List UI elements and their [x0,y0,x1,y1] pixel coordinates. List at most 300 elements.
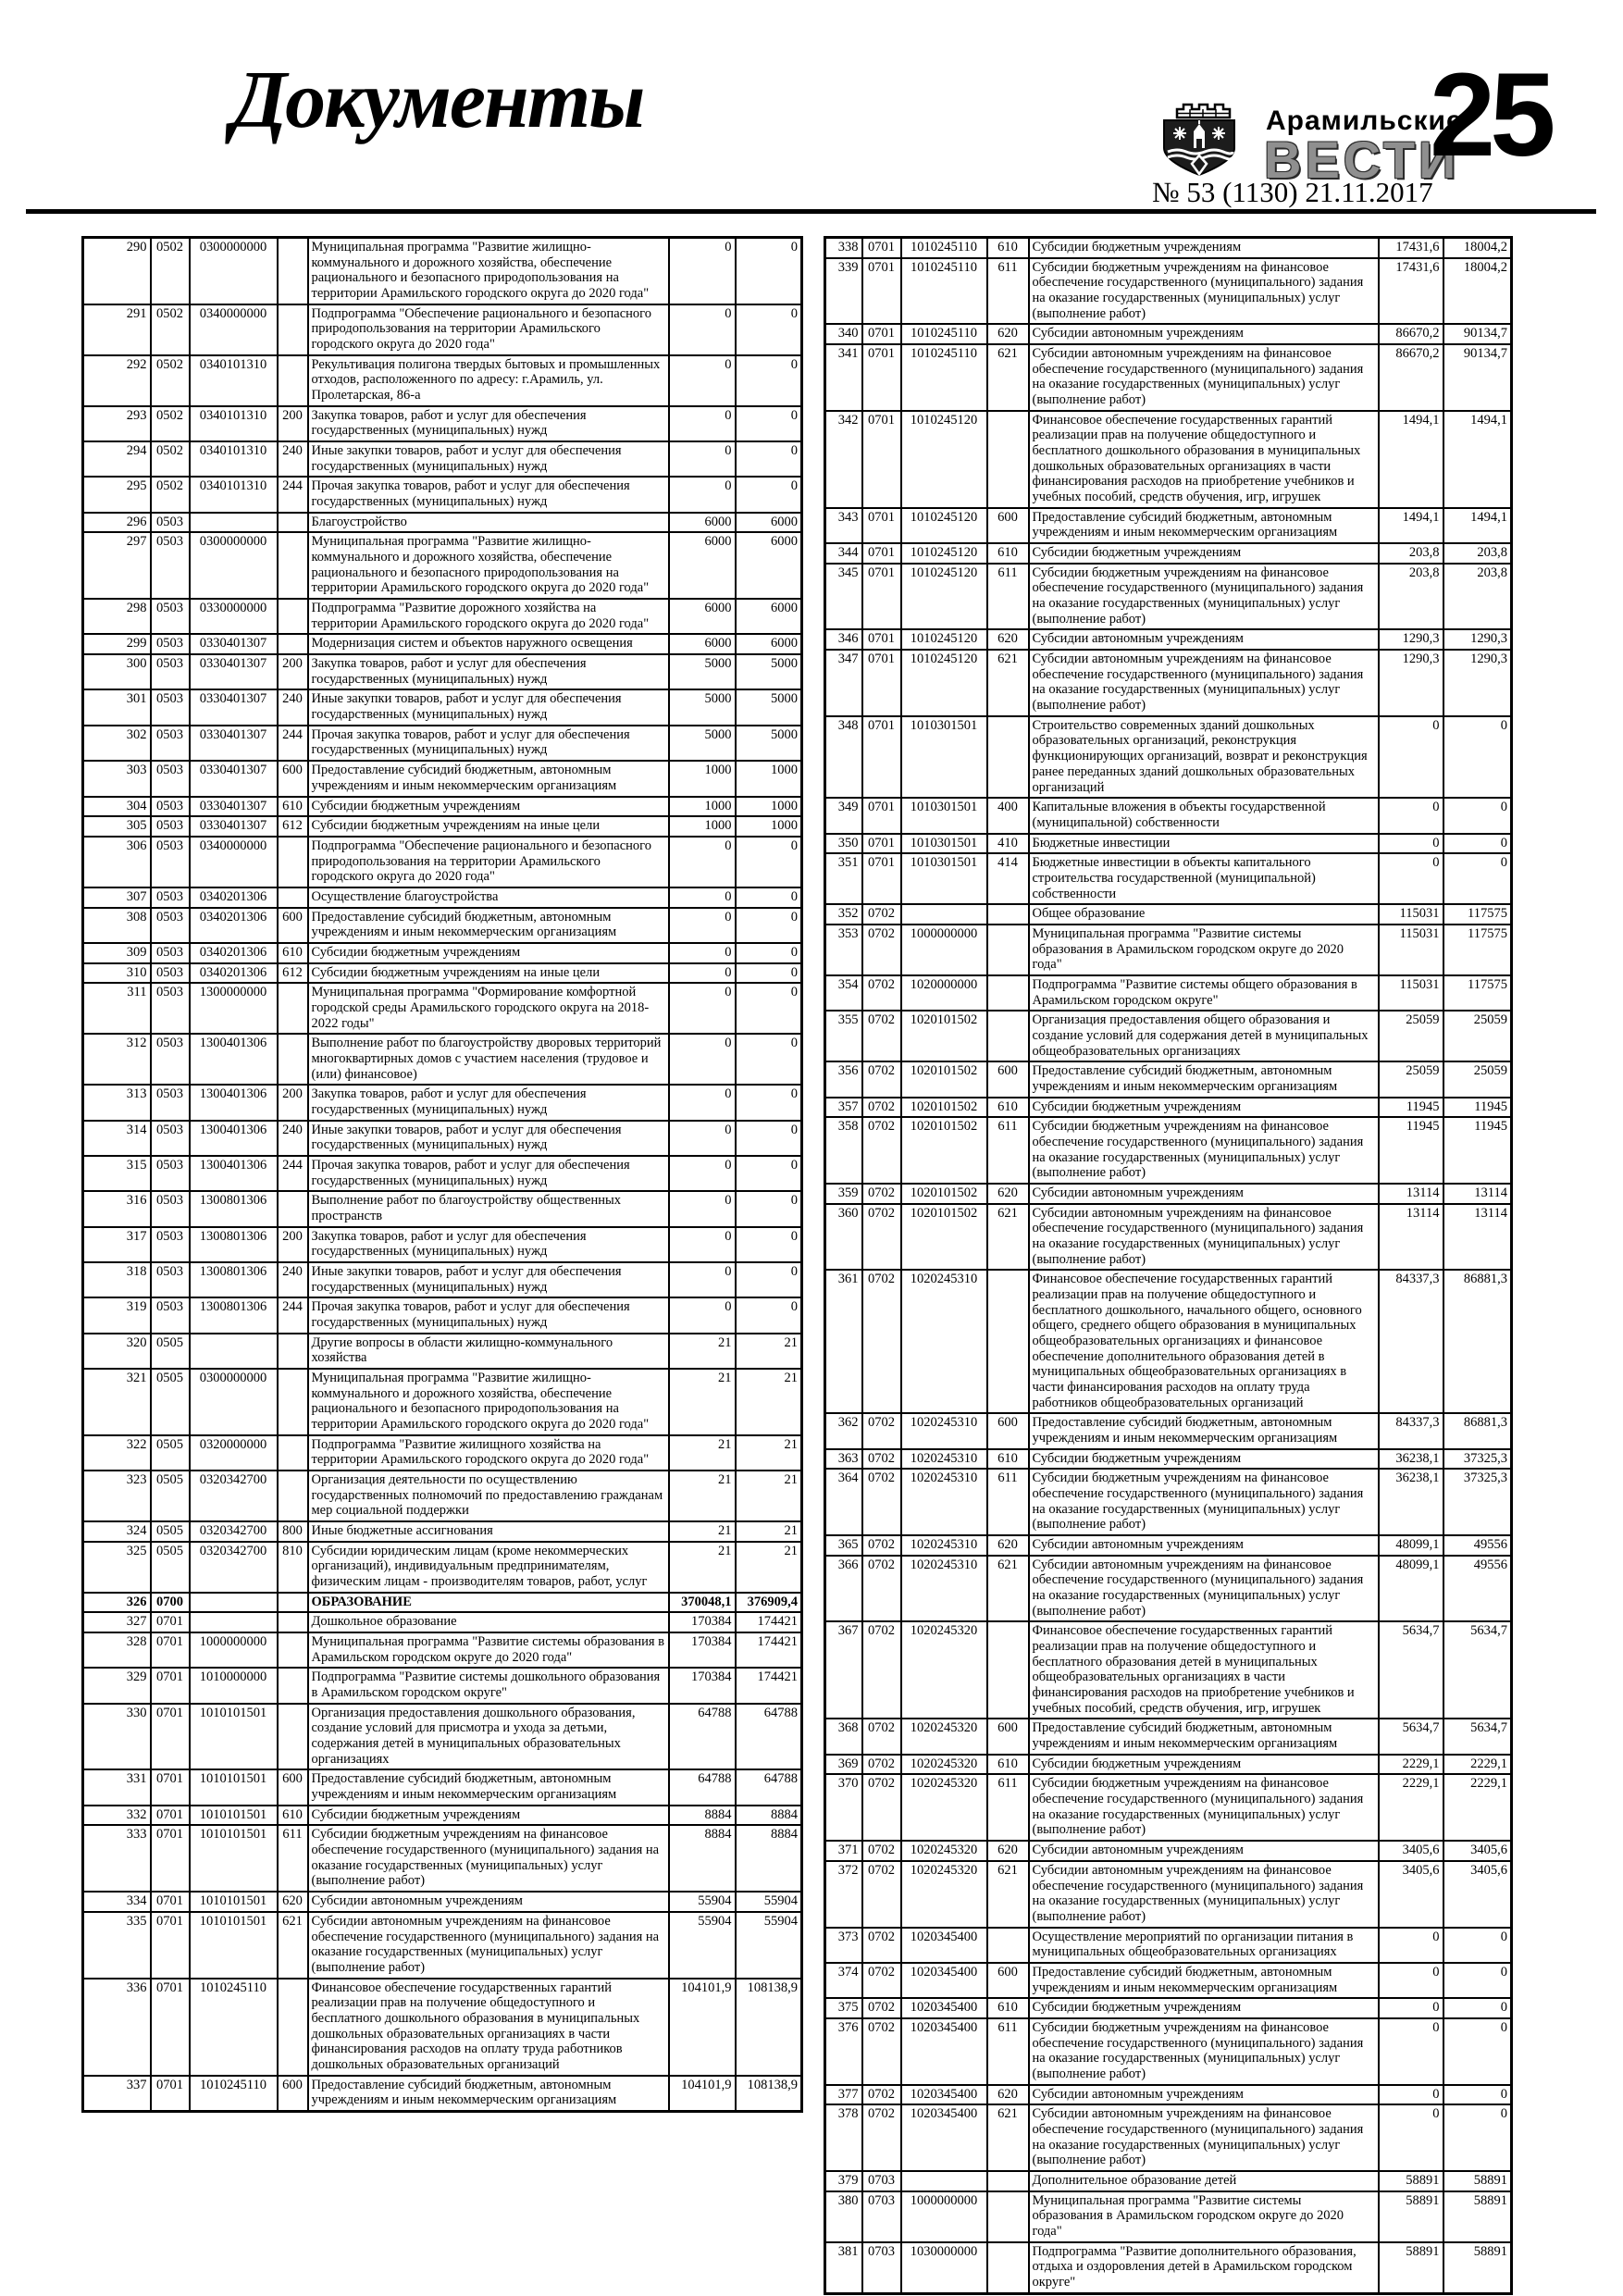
target-article-code-cell: 0340201306 [190,887,278,908]
section-code-cell: 0503 [151,1191,190,1226]
amount-col1-cell: 0 [669,406,736,441]
table-row [825,1621,1512,1719]
table-row [825,1755,1512,1775]
table-row [83,1297,802,1333]
row-number-cell: 343 [825,508,862,543]
expense-name-cell: Подпрограмма "Развитие системы общего образования в Арамильском городском округе" [1029,975,1379,1011]
target-article-code-cell: 0300000000 [190,532,278,599]
expense-name-cell: Закупка товаров, работ и услуг для обеспечения государственных (муниципальных) нужд [308,1085,669,1120]
expense-name-cell: Субсидии автономным учреждениям [1029,2085,1379,2105]
row-number-cell: 341 [825,344,862,411]
row-number-cell: 298 [83,599,151,634]
amount-col1-cell: 25059 [1379,1011,1443,1061]
amount-col2-cell: 6000 [736,599,802,634]
expense-name-cell: Субсидии автономным учреждениям [1029,1184,1379,1204]
amount-col1-cell: 21 [669,1471,736,1521]
expense-type-code-cell: 620 [987,1184,1029,1204]
section-code-cell: 0702 [862,2085,901,2105]
expense-name-cell: Дошкольное образование [308,1612,669,1632]
expense-name-cell: Финансовое обеспечение государственных гарантий реализации прав на получение общедоступного и бесплатного дошкольного образования в муниципальных дошкольных образовательных организациях в части финансирования расходов на оплату труда работников дошкольных образовательных организаций [308,1979,669,2076]
expense-type-code-cell [278,634,308,654]
expense-type-code-cell [987,2191,1029,2242]
amount-col2-cell: 8884 [736,1825,802,1892]
row-number-cell: 321 [83,1369,151,1435]
expense-name-cell: Субсидии бюджетным учреждениям на финансовое обеспечение государственного (муниципального) задания на оказание государственных (муниципальных) услуг (выполнение работ) [1029,2018,1379,2085]
row-number-cell: 362 [825,1413,862,1448]
expense-type-code-cell: 600 [987,508,1029,543]
target-article-code-cell: 1020345400 [901,2104,987,2171]
table-row [825,508,1512,543]
target-article-code-cell: 1020345400 [901,1928,987,1963]
table-row [83,1334,802,1369]
amount-col2-cell: 8884 [736,1806,802,1826]
expense-type-code-cell: 611 [987,1774,1029,1841]
amount-col1-cell: 0 [669,477,736,512]
amount-col2-cell: 203,8 [1443,564,1512,630]
table-row [83,963,802,984]
section-code-cell: 0701 [862,508,901,543]
amount-col1-cell: 21 [669,1521,736,1542]
row-number-cell: 342 [825,411,862,508]
expense-name-cell: Муниципальная программа "Развитие системы образования в Арамильском городском округе до 2020 года" [1029,925,1379,975]
section-code-cell: 0701 [151,1825,190,1892]
expense-name-cell: Предоставление субсидий бюджетным, автономным учреждениям и иным некоммерческим организациям [308,1769,669,1805]
amount-col1-cell: 58891 [1379,2242,1443,2294]
section-code-cell: 0702 [862,1861,901,1928]
expense-type-code-cell: 600 [987,1719,1029,1754]
target-article-code-cell: 1010101501 [190,1825,278,1892]
row-number-cell: 323 [83,1471,151,1521]
amount-col1-cell: 13114 [1379,1204,1443,1271]
table-row [83,1227,802,1262]
expense-type-code-cell: 620 [278,1892,308,1912]
amount-col1-cell: 58891 [1379,2171,1443,2191]
expense-type-code-cell: 610 [278,797,308,817]
amount-col2-cell: 21 [736,1521,802,1542]
expense-name-cell: Строительство современных зданий дошкольных образовательных организаций, реконструкция функционирующих организаций, возврат и реконструкция ранее переданных зданий дошкольных образовательных организаций [1029,716,1379,798]
amount-col2-cell: 108138,9 [736,1979,802,2076]
expense-name-cell: Бюджетные инвестиции [1029,834,1379,854]
amount-col2-cell: 58891 [1443,2242,1512,2294]
row-number-cell: 372 [825,1861,862,1928]
expense-name-cell: Муниципальная программа "Развитие системы образования в Арамильском городском округе до 2020 года" [1029,2191,1379,2242]
amount-col2-cell: 0 [736,441,802,477]
target-article-code-cell: 1020345400 [901,1998,987,2018]
target-article-code-cell: 0340201306 [190,963,278,984]
target-article-code-cell: 1300401306 [190,1121,278,1156]
expense-type-code-cell [278,983,308,1034]
expense-name-cell: Муниципальная программа "Развитие системы образования в Арамильском городском округе до 2020 года" [308,1632,669,1668]
section-code-cell: 0503 [151,513,190,533]
expense-type-code-cell: 600 [987,1413,1029,1448]
expense-type-code-cell [987,904,1029,925]
table-row [825,564,1512,630]
amount-col2-cell: 117575 [1443,925,1512,975]
expense-type-code-cell [278,837,308,887]
table-row [825,344,1512,411]
amount-col1-cell: 3405,6 [1379,1841,1443,1861]
section-code-cell: 0503 [151,1034,190,1085]
table-row [825,1413,1512,1448]
table-row [83,513,802,533]
amount-col1-cell: 0 [669,908,736,943]
section-code-cell: 0505 [151,1334,190,1369]
row-number-cell: 340 [825,324,862,344]
expense-name-cell: Предоставление субсидий бюджетным, автономным учреждениям и иным некоммерческим организациям [308,2076,669,2112]
amount-col2-cell: 21 [736,1435,802,1471]
expense-type-code-cell: 800 [278,1521,308,1542]
table-row [825,1861,1512,1928]
expense-name-cell: Субсидии бюджетным учреждениям на иные цели [308,963,669,984]
target-article-code-cell: 1300401306 [190,1034,278,1085]
table-row [825,1011,1512,1061]
target-article-code-cell: 1020345400 [901,1963,987,1998]
section-code-cell: 0701 [151,2076,190,2112]
section-code-cell: 0505 [151,1542,190,1593]
target-article-code-cell: 0320342700 [190,1521,278,1542]
expense-type-code-cell [278,513,308,533]
target-article-code-cell: 0340201306 [190,943,278,963]
target-article-code-cell: 0330401307 [190,797,278,817]
table-row [83,1979,802,2076]
table-row [825,975,1512,1011]
section-code-cell: 0702 [862,1117,901,1184]
amount-col2-cell: 6000 [736,634,802,654]
expense-type-code-cell: 200 [278,1227,308,1262]
amount-col1-cell: 0 [669,238,736,304]
target-article-code-cell: 0340000000 [190,304,278,355]
target-article-code-cell: 1010101501 [190,1769,278,1805]
amount-col2-cell: 0 [736,1121,802,1156]
expense-name-cell: Иные закупки товаров, работ и услуг для обеспечения государственных (муниципальных) нужд [308,689,669,725]
amount-col1-cell: 1494,1 [1379,411,1443,508]
expense-type-code-cell: 611 [987,2018,1029,2085]
expense-type-code-cell [278,355,308,406]
expense-name-cell: Организация предоставления общего образования и создание условий для содержания детей в муниципальных общеобразовательных организациях [1029,1011,1379,1061]
expense-name-cell: Капитальные вложения в объекты государственной (муниципальной) собственности [1029,798,1379,833]
section-code-cell: 0702 [862,1413,901,1448]
expense-name-cell: Субсидии бюджетным учреждениям [1029,1098,1379,1118]
expense-name-cell: Субсидии автономным учреждениям на финансовое обеспечение государственного (муниципального) задания на оказание государственных (муниципальных) услуг (выполнение работ) [1029,650,1379,716]
row-number-cell: 324 [83,1521,151,1542]
section-code-cell: 0503 [151,1262,190,1297]
expense-name-cell: Предоставление субсидий бюджетным, автономным учреждениям и иным некоммерческим организациям [308,761,669,796]
row-number-cell: 307 [83,887,151,908]
row-number-cell: 305 [83,816,151,837]
amount-col1-cell: 0 [1379,853,1443,904]
table-row [825,1469,1512,1535]
amount-col2-cell: 18004,2 [1443,258,1512,325]
table-row [83,837,802,887]
expense-name-cell: Субсидии бюджетным учреждениям [1029,543,1379,564]
amount-col2-cell: 0 [736,1085,802,1120]
expense-type-code-cell: 611 [987,258,1029,325]
amount-col2-cell: 5634,7 [1443,1719,1512,1754]
target-article-code-cell: 0330401307 [190,726,278,761]
table-row [83,908,802,943]
section-code-cell: 0503 [151,634,190,654]
row-number-cell: 318 [83,1262,151,1297]
section-code-cell: 0702 [862,904,901,925]
table-row [83,1769,802,1805]
row-number-cell: 291 [83,304,151,355]
expense-name-cell: Субсидии бюджетным учреждениям на финансовое обеспечение государственного (муниципального) задания на оказание государственных (муниципальных) услуг (выполнение работ) [1029,1774,1379,1841]
section-code-cell: 0702 [862,1774,901,1841]
amount-col2-cell: 5000 [736,654,802,689]
row-number-cell: 367 [825,1621,862,1719]
section-title: Документы [231,56,644,145]
amount-col2-cell: 1290,3 [1443,629,1512,650]
row-number-cell: 381 [825,2242,862,2294]
amount-col2-cell: 0 [736,943,802,963]
expense-name-cell: Субсидии автономным учреждениям на финансовое обеспечение государственного (муниципального) задания на оказание государственных (муниципальных) услуг (выполнение работ) [1029,1204,1379,1271]
amount-col2-cell: 64788 [736,1769,802,1805]
expense-name-cell: ОБРАЗОВАНИЕ [308,1593,669,1613]
expense-type-code-cell [987,2171,1029,2191]
expense-type-code-cell: 612 [278,816,308,837]
section-code-cell: 0701 [862,543,901,564]
amount-col2-cell: 0 [736,304,802,355]
expense-name-cell: Предоставление субсидий бюджетным, автономным учреждениям и иным некоммерческим организациям [1029,1413,1379,1448]
expense-type-code-cell: 621 [987,344,1029,411]
target-article-code-cell: 0340000000 [190,837,278,887]
amount-col1-cell: 58891 [1379,2191,1443,2242]
section-code-cell: 0503 [151,1085,190,1120]
expense-name-cell: Субсидии автономным учреждениям на финансовое обеспечение государственного (муниципального) задания на оказание государственных (муниципальных) услуг (выполнение работ) [308,1912,669,1979]
budget-table-left [81,236,803,2113]
section-code-cell: 0702 [862,1556,901,1622]
target-article-code-cell: 1010301501 [901,853,987,904]
expense-name-cell: Предоставление субсидий бюджетным, автономным учреждениям и иным некоммерческим организациям [1029,1719,1379,1754]
amount-col1-cell: 1000 [669,761,736,796]
table-row [83,1825,802,1892]
target-article-code-cell: 1010101501 [190,1806,278,1826]
table-row [83,1121,802,1156]
target-article-code-cell [190,1334,278,1369]
target-article-code-cell: 1300401306 [190,1156,278,1191]
row-number-cell: 327 [83,1612,151,1632]
section-code-cell: 0701 [862,258,901,325]
amount-col1-cell: 115031 [1379,925,1443,975]
amount-col1-cell: 0 [669,1191,736,1226]
expense-type-code-cell: 244 [278,477,308,512]
section-code-cell: 0702 [862,1011,901,1061]
row-number-cell: 319 [83,1297,151,1333]
amount-col2-cell: 117575 [1443,904,1512,925]
row-number-cell: 378 [825,2104,862,2171]
table-row [83,1085,802,1120]
section-code-cell: 0503 [151,1121,190,1156]
expense-name-cell: Осуществление благоустройства [308,887,669,908]
target-article-code-cell: 0330000000 [190,599,278,634]
expense-name-cell: Муниципальная программа "Развитие жилищно-коммунального и дорожного хозяйства, обеспечение рационального и безопасного природопользования на территории Арамильского городского округа до 2020 года" [308,238,669,304]
table-row [825,1061,1512,1097]
amount-col2-cell: 49556 [1443,1535,1512,1556]
amount-col2-cell: 2229,1 [1443,1755,1512,1775]
table-row [825,324,1512,344]
expense-type-code-cell [278,599,308,634]
expense-name-cell: Предоставление субсидий бюджетным, автономным учреждениям и иным некоммерческим организациям [1029,1061,1379,1097]
row-number-cell: 361 [825,1270,862,1413]
amount-col1-cell: 104101,9 [669,2076,736,2112]
section-code-cell: 0502 [151,304,190,355]
expense-name-cell: Организация деятельности по осуществлению государственных полномочий по предоставлению гражданам мер социальной поддержки [308,1471,669,1521]
row-number-cell: 330 [83,1704,151,1770]
table-row [825,925,1512,975]
expense-type-code-cell: 610 [987,1449,1029,1470]
expense-name-cell: Прочая закупка товаров, работ и услуг для обеспечения государственных (муниципальных) нужд [308,1297,669,1333]
expense-type-code-cell [278,238,308,304]
section-code-cell: 0702 [862,2104,901,2171]
table-row [825,1928,1512,1963]
amount-col2-cell: 6000 [736,532,802,599]
expense-type-code-cell [278,887,308,908]
target-article-code-cell: 1000000000 [901,925,987,975]
expense-name-cell: Субсидии бюджетным учреждениям [308,797,669,817]
expense-type-code-cell: 414 [987,853,1029,904]
table-row [83,532,802,599]
table-row [825,1556,1512,1622]
amount-col2-cell: 58891 [1443,2171,1512,2191]
expense-type-code-cell: 621 [987,2104,1029,2171]
amount-col1-cell: 104101,9 [669,1979,736,2076]
section-code-cell: 0503 [151,689,190,725]
expense-type-code-cell [987,1928,1029,1963]
amount-col1-cell: 6000 [669,634,736,654]
amount-col2-cell: 0 [736,908,802,943]
expense-name-cell: Осуществление мероприятий по организации питания в муниципальных общеобразовательных организациях [1029,1928,1379,1963]
row-number-cell: 368 [825,1719,862,1754]
amount-col2-cell: 13114 [1443,1184,1512,1204]
expense-name-cell: Субсидии автономным учреждениям на финансовое обеспечение государственного (муниципального) задания на оказание государственных (муниципальных) услуг (выполнение работ) [1029,2104,1379,2171]
table-row [825,2242,1512,2294]
expense-name-cell: Предоставление субсидий бюджетным, автономным учреждениям и иным некоммерческим организациям [1029,508,1379,543]
amount-col1-cell: 203,8 [1379,543,1443,564]
section-code-cell: 0700 [151,1593,190,1613]
target-article-code-cell: 1010245120 [901,650,987,716]
expense-type-code-cell: 610 [987,238,1029,258]
amount-col1-cell: 21 [669,1542,736,1593]
amount-col2-cell: 0 [736,355,802,406]
table-row [83,634,802,654]
target-article-code-cell [901,2171,987,2191]
row-number-cell: 292 [83,355,151,406]
table-row [825,258,1512,325]
amount-col1-cell: 48099,1 [1379,1556,1443,1622]
amount-col2-cell: 55904 [736,1912,802,1979]
target-article-code-cell: 0340101310 [190,355,278,406]
amount-col1-cell: 5634,7 [1379,1719,1443,1754]
expense-name-cell: Муниципальная программа "Развитие жилищно-коммунального и дорожного хозяйства, обеспечение рационального и безопасного природопользования на территории Арамильского городского округа до 2020 года" [308,532,669,599]
amount-col1-cell: 55904 [669,1892,736,1912]
expense-name-cell: Субсидии автономным учреждениям на финансовое обеспечение государственного (муниципального) задания на оказание государственных (муниципальных) услуг (выполнение работ) [1029,344,1379,411]
expense-type-code-cell [278,1668,308,1703]
row-number-cell: 364 [825,1469,862,1535]
row-number-cell: 320 [83,1334,151,1369]
expense-type-code-cell: 610 [987,1098,1029,1118]
row-number-cell: 333 [83,1825,151,1892]
expense-name-cell: Выполнение работ по благоустройству общественных пространств [308,1191,669,1226]
table-row [825,1535,1512,1556]
expense-name-cell: Подпрограмма "Обеспечение рационального и безопасного природопользования на территории Арамильского городского округа до 2020 года" [308,304,669,355]
amount-col1-cell: 1290,3 [1379,650,1443,716]
amount-col2-cell: 0 [1443,1963,1512,1998]
amount-col2-cell: 90134,7 [1443,344,1512,411]
table-row [83,1262,802,1297]
expense-type-code-cell [987,975,1029,1011]
table-row [825,1449,1512,1470]
row-number-cell: 302 [83,726,151,761]
expense-type-code-cell: 610 [987,543,1029,564]
section-code-cell: 0702 [862,1621,901,1719]
expense-name-cell: Субсидии бюджетным учреждениям на финансовое обеспечение государственного (муниципального) задания на оказание государственных (муниципальных) услуг (выполнение работ) [308,1825,669,1892]
amount-col2-cell: 0 [736,1156,802,1191]
expense-name-cell: Общее образование [1029,904,1379,925]
amount-col2-cell: 3405,6 [1443,1841,1512,1861]
section-code-cell: 0503 [151,1297,190,1333]
amount-col2-cell: 0 [1443,2104,1512,2171]
section-code-cell: 0702 [862,1535,901,1556]
table-row [83,1034,802,1085]
table-row [825,629,1512,650]
table-row [825,1998,1512,2018]
expense-name-cell: Субсидии бюджетным учреждениям [1029,1449,1379,1470]
amount-col1-cell: 21 [669,1435,736,1471]
target-article-code-cell: 1010101501 [190,1892,278,1912]
section-code-cell: 0505 [151,1521,190,1542]
expense-name-cell: Иные закупки товаров, работ и услуг для обеспечения государственных (муниципальных) нужд [308,441,669,477]
section-code-cell: 0702 [862,1061,901,1097]
expense-name-cell: Закупка товаров, работ и услуг для обеспечения государственных (муниципальных) нужд [308,654,669,689]
row-number-cell: 325 [83,1542,151,1593]
row-number-cell: 379 [825,2171,862,2191]
amount-col1-cell: 0 [669,304,736,355]
section-code-cell: 0702 [862,1928,901,1963]
expense-name-cell: Субсидии автономным учреждениям [308,1892,669,1912]
amount-col2-cell: 0 [1443,2085,1512,2105]
expense-name-cell: Предоставление субсидий бюджетным, автономным учреждениям и иным некоммерческим организациям [308,908,669,943]
expense-name-cell: Подпрограмма "Обеспечение рационального и безопасного природопользования на территории Арамильского городского округа до 2020 года" [308,837,669,887]
row-number-cell: 352 [825,904,862,925]
expense-name-cell: Субсидии бюджетным учреждениям на финансовое обеспечение государственного (муниципального) задания на оказание государственных (муниципальных) услуг (выполнение работ) [1029,258,1379,325]
amount-col1-cell: 5000 [669,689,736,725]
table-row [825,650,1512,716]
expense-name-cell: Субсидии автономным учреждениям на финансовое обеспечение государственного (муниципального) задания на оказание государственных (муниципальных) услуг (выполнение работ) [1029,1861,1379,1928]
row-number-cell: 315 [83,1156,151,1191]
amount-col2-cell: 90134,7 [1443,324,1512,344]
row-number-cell: 375 [825,1998,862,2018]
row-number-cell: 312 [83,1034,151,1085]
row-number-cell: 369 [825,1755,862,1775]
amount-col2-cell: 0 [1443,716,1512,798]
section-code-cell: 0503 [151,908,190,943]
section-code-cell: 0702 [862,1270,901,1413]
page-number: 25 [1430,49,1551,181]
section-code-cell: 0503 [151,963,190,984]
expense-name-cell: Модернизация систем и объектов наружного освещения [308,634,669,654]
amount-col1-cell: 84337,3 [1379,1413,1443,1448]
expense-type-code-cell: 810 [278,1542,308,1593]
target-article-code-cell: 1010101501 [190,1704,278,1770]
expense-name-cell: Выполнение работ по благоустройству дворовых территорий многоквартирных домов с участием населения (трудовое и (или) финансовое) [308,1034,669,1085]
amount-col1-cell: 0 [669,963,736,984]
expense-type-code-cell: 600 [278,2076,308,2112]
table-row [825,716,1512,798]
amount-col1-cell: 1494,1 [1379,508,1443,543]
section-code-cell: 0701 [862,650,901,716]
amount-col2-cell: 0 [1443,1998,1512,2018]
expense-type-code-cell [987,1270,1029,1413]
